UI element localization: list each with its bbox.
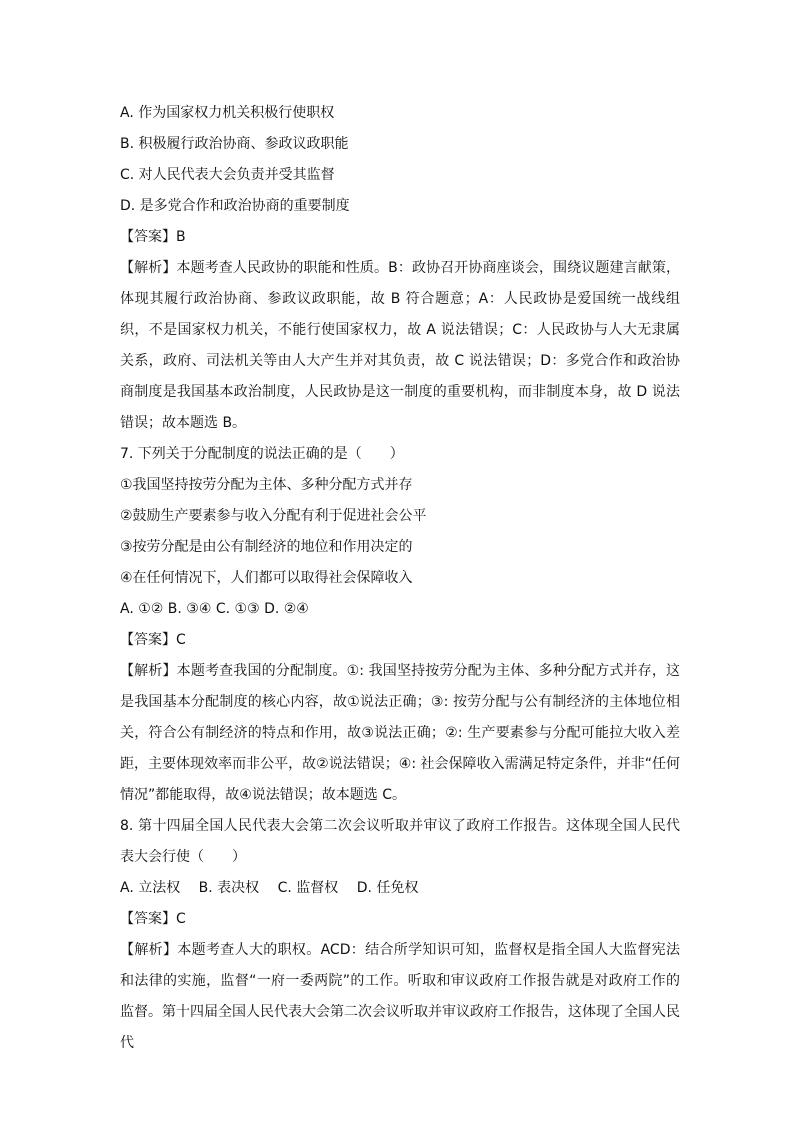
analysis-text: 本题考查我国的分配制度。①: 我国坚持按劳分配为主体、多种分配方式并存，这是我国基本分配制度的核心内容，故①说法正确；③: 按劳分配与公有制经济的主体地位相关，符合公有制经济的特点和作用，故③说法正确；②: 生产要素参与分配可能拉大收入差距，主要体现效率而非公平，故②说法错误；④: 社会保障收入需满足特定条件，并非“任何情况”都能取得，故④说法错误；故本题选 C。: [120, 663, 681, 803]
analysis-label: 【解析】: [120, 663, 177, 679]
answer-label: 【答案】: [120, 911, 176, 927]
analysis-label: 【解析】: [120, 942, 178, 958]
q8-stem: 8. 第十四届全国人民代表大会第二次会议听取并审议了政府工作报告。这体现全国人民代表大会行使（ ）: [120, 818, 680, 865]
q7-statement-2: ②鼓励生产要素参与收入分配有利于促进社会公平: [120, 508, 427, 524]
q6-option-d: D. 是多党合作和政治协商的重要制度: [120, 198, 350, 214]
answer-label: 【答案】: [120, 632, 176, 648]
q8-analysis: [120, 935, 680, 1059]
answer-value: C: [176, 632, 186, 648]
q6-analysis: [120, 253, 680, 439]
answer-value: B: [176, 229, 186, 245]
q7-statement-4: ④在任何情况下，人们都可以取得社会保障收入: [120, 570, 413, 586]
q7-statement-1: ①我国坚持按劳分配为主体、多种分配方式并存: [120, 477, 413, 493]
analysis-label: 【解析】: [120, 260, 177, 276]
analysis-text: 本题考查人大的职权。ACD：结合所学知识可知，监督权是指全国人大监督宪法和法律的实施，监督“一府一委两院”的工作。听取和审议政府工作报告就是对政府工作的监督。第十四届全国人民代表大会第二次会议听取并审议政府工作报告，这体现了全国人民代: [120, 942, 680, 1051]
q7-analysis: [120, 656, 680, 811]
q7-stem: 7. 下列关于分配制度的说法正确的是（ ）: [120, 446, 404, 462]
answer-value: C: [176, 911, 186, 927]
q7-choices: A. ①② B. ③④ C. ①③ D. ②④: [120, 601, 309, 617]
analysis-text: 本题考查人民政协的职能和性质。B：政协召开协商座谈会，围绕议题建言献策，体现其履行政治协商、参政议政职能，故 B 符合题意；A：人民政协是爱国统一战线组织，不是国家权力机关，不能行使国家权力，故 A 说法错误；C：人民政协与人大无隶属关系，政府、司法机关等由人大产生并对其负责，故 C 说法错误；D：多党合作和政治协商制度是我国基本政治制度，人民政协是这一制度的重要机构，而非制度本身，故 D 说法错误；故本题选 B。: [120, 260, 680, 431]
q7-statement-3: ③按劳分配是由公有制经济的地位和作用决定的: [120, 539, 413, 555]
q7-answer: [120, 625, 680, 656]
q6-option-b: B. 积极履行政治协商、参政议政职能: [120, 136, 349, 152]
document-page: [120, 98, 680, 1059]
q6-option-c: C. 对人民代表大会负责并受其监督: [120, 167, 335, 183]
q6-option-a: A. 作为国家权力机关积极行使职权: [120, 105, 335, 121]
q8-answer: [120, 904, 680, 935]
q8-choices: A. 立法权 B. 表决权 C. 监督权 D. 任免权: [120, 880, 419, 896]
answer-label: 【答案】: [120, 229, 176, 245]
q6-answer: [120, 222, 680, 253]
